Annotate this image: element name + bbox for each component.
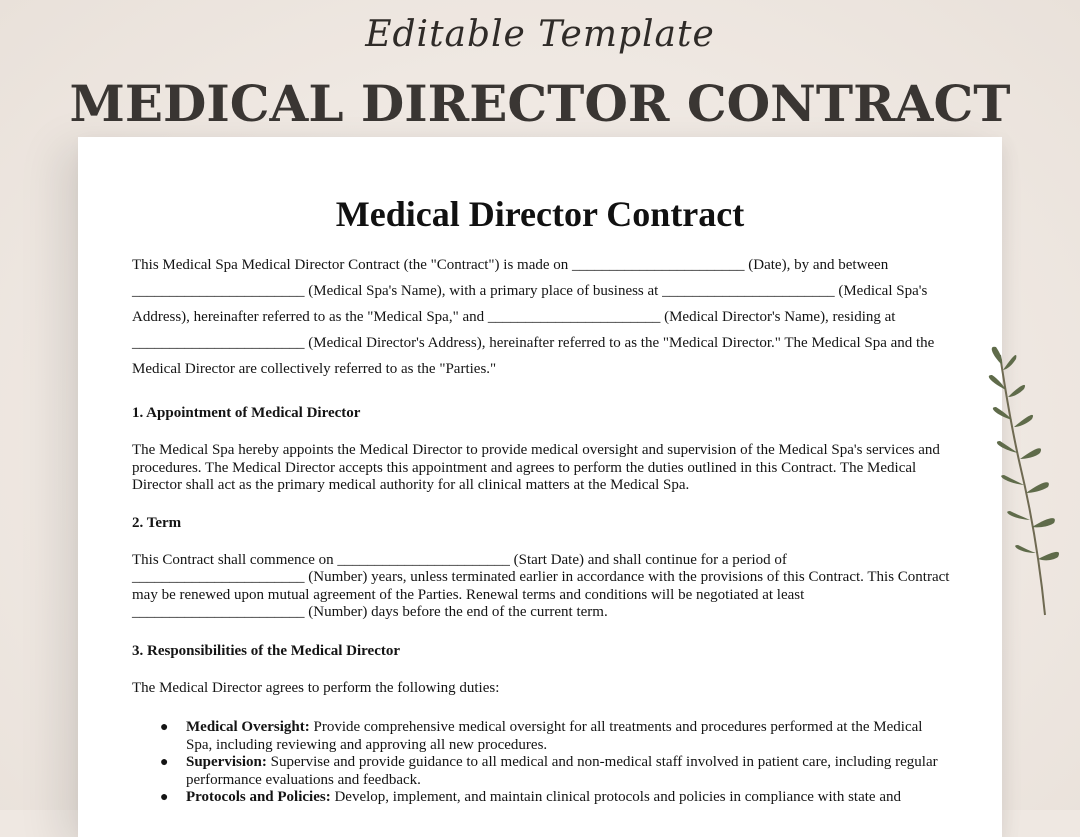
duty-text: Develop, implement, and maintain clinical protocols and policies in compliance with state and	[330, 789, 901, 805]
list-item	[160, 754, 952, 789]
duties-list	[132, 719, 952, 807]
document-title: Medical Director Contract	[335, 194, 745, 234]
bullet-icon: ●	[160, 720, 169, 735]
banner-title: MEDICAL DIRECTOR CONTRACT	[69, 74, 1011, 133]
duty-label: Protocols and Policies:	[186, 789, 331, 805]
bullet-icon: ●	[160, 755, 169, 770]
list-item	[160, 719, 952, 754]
section-text-term: This Contract shall commence on _______________________ (Start Date) and shall continue for a period of _______________________ (Number) years, unless terminated earlier in accordance with the provisions of this Contract. This Contract may be renewed upon mutual agreement of the Parties. Renewal terms and conditions will be negotiated at least _______________________ (Number) days before the end of the current term.	[132, 551, 950, 620]
script-subtitle: Editable Template	[365, 14, 715, 55]
section-heading-appointment: 1. Appointment of Medical Director	[132, 405, 361, 421]
section-text-appointment: The Medical Spa hereby appoints the Medical Director to provide medical oversight and supervision of the Medical Spa's services and procedures. The Medical Director accepts this appointment and agrees to perform the duties outlined in this Contract. The Medical Director shall act as the primary medical authority for all clinical matters at the Medical Spa.	[132, 442, 940, 493]
section-heading-term: 2. Term	[132, 514, 182, 531]
duty-text: Supervise and provide guidance to all medical and non-medical staff involved in patient care, including regular performance evaluations and feedback.	[186, 754, 938, 788]
duty-label: Medical Oversight:	[186, 719, 310, 735]
intro-paragraph: This Medical Spa Medical Director Contract (the "Contract") is made on _______________________ (Date), by and between _______________________ (Medical Spa's Name), with a primary place of business at _______________________ (Medical Spa's Address), hereinafter referred to as the "Medical Spa," and _______________________ (Medical Director's Name), residing at _______________________ (Medical Director's Address), hereinafter referred to as the "Medical Director." The Medical Spa and the Medical Director are collectively referred to as the "Parties."	[132, 257, 935, 377]
rosemary-sprig-decoration	[970, 345, 1080, 635]
document-body	[132, 252, 952, 807]
section-text-responsibilities: The Medical Director agrees to perform the following duties:	[132, 679, 500, 696]
duty-text: Provide comprehensive medical oversight for all treatments and procedures performed at the Medical Spa, including reviewing and approving all new procedures.	[186, 719, 923, 753]
list-item	[160, 789, 952, 807]
section-heading-responsibilities: 3. Responsibilities of the Medical Director	[132, 642, 401, 659]
document-page	[78, 137, 1002, 837]
duty-label: Supervision:	[186, 754, 267, 770]
bullet-icon: ●	[160, 790, 169, 805]
